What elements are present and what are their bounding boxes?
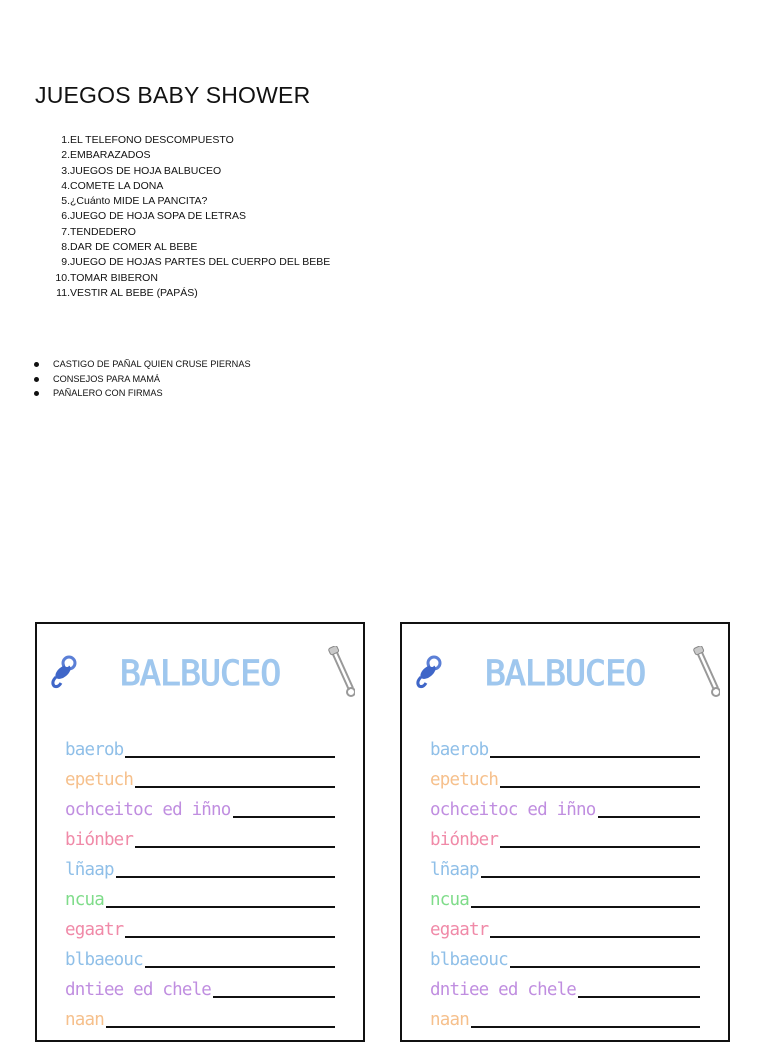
list-item-number: 10.	[55, 271, 70, 284]
scrambled-word: blbaeouc	[430, 950, 508, 970]
answer-line	[135, 846, 335, 848]
answer-line	[490, 756, 700, 758]
word-row	[65, 734, 335, 764]
list-item-text: EMBARAZADOS	[70, 149, 151, 162]
list-item-number: 8.	[61, 241, 70, 254]
scrambled-word: naan	[65, 1010, 104, 1030]
word-row	[430, 974, 700, 1004]
answer-line	[598, 816, 700, 818]
word-row	[65, 974, 335, 1004]
word-list	[430, 734, 700, 1034]
list-item-number: 6.	[61, 210, 70, 223]
answer-line	[500, 846, 700, 848]
answer-line	[578, 996, 700, 998]
balbuceo-card	[35, 622, 365, 1042]
scrambled-word: epetuch	[430, 770, 499, 790]
answer-line	[213, 996, 335, 998]
list-item	[34, 286, 198, 301]
scrambled-word: ochceitoc ed iñno	[65, 800, 231, 820]
list-item	[34, 240, 198, 255]
scrambled-word: epetuch	[65, 770, 134, 790]
list-item	[34, 194, 208, 209]
list-item	[34, 255, 331, 270]
list-item-text: EL TELEFONO DESCOMPUESTO	[70, 134, 234, 146]
scrambled-word: baerob	[430, 740, 489, 760]
word-row	[65, 824, 335, 854]
answer-line	[125, 936, 335, 938]
word-row	[430, 734, 700, 764]
word-row	[65, 944, 335, 974]
list-item-number: 9.	[61, 256, 70, 269]
list-item-text: JUEGOS DE HOJA BALBUCEO	[70, 164, 222, 177]
bullet-item-text: CONSEJOS PARA MAMÁ	[53, 373, 161, 384]
list-item-text: VESTIR AL BEBE (PAPÁS)	[70, 286, 198, 299]
scrambled-word: baerob	[65, 740, 124, 760]
scrambled-word: biónber	[430, 830, 499, 850]
answer-line	[106, 1026, 335, 1028]
scrambled-word: ochceitoc ed iñno	[430, 800, 596, 820]
page-title: JUEGOS BABY SHOWER	[35, 82, 311, 108]
bullet-item-text: PAÑALERO CON FIRMAS	[53, 388, 163, 398]
games-list	[34, 133, 331, 301]
scrambled-word: dntiee ed chele	[430, 980, 577, 1000]
list-item-number: 2.	[61, 149, 70, 162]
word-row	[430, 884, 700, 914]
answer-line	[490, 936, 700, 938]
bullet-icon	[34, 377, 39, 382]
list-item-text: TOMAR BIBERON	[70, 271, 158, 284]
list-item-text: DAR DE COMER AL BEBE	[70, 241, 198, 254]
scrambled-word: blbaeouc	[65, 950, 143, 970]
scrambled-word: lñaap	[65, 860, 114, 880]
list-item-number: 3.	[61, 164, 70, 177]
word-row	[65, 1004, 335, 1034]
answer-line	[106, 906, 335, 908]
scrambled-word: biónber	[65, 830, 134, 850]
scrambled-word: egaatr	[65, 920, 124, 940]
word-row	[430, 794, 700, 824]
list-item	[34, 164, 222, 179]
list-item-text: JUEGO DE HOJA SOPA DE LETRAS	[70, 210, 247, 223]
answer-line	[471, 1026, 700, 1028]
list-item	[34, 209, 247, 224]
list-item	[34, 133, 234, 148]
safety-pin-icon	[692, 646, 720, 698]
word-row	[430, 824, 700, 854]
list-item-text: TENDEDERO	[70, 225, 136, 238]
list-item-number: 1.	[61, 134, 70, 146]
answer-line	[135, 786, 335, 788]
scrambled-word: ncua	[430, 890, 469, 910]
word-row	[430, 914, 700, 944]
answer-line	[116, 876, 335, 878]
list-item-text: JUEGO DE HOJAS PARTES DEL CUERPO DEL BEBE	[70, 256, 331, 269]
list-item	[34, 179, 164, 194]
bullet-icon	[34, 362, 39, 367]
scrambled-word: naan	[430, 1010, 469, 1030]
safety-pin-icon	[327, 646, 355, 698]
answer-line	[510, 966, 700, 968]
list-item-text: COMETE LA DONA	[70, 179, 164, 192]
answer-line	[145, 966, 335, 968]
scrambled-word: dntiee ed chele	[65, 980, 212, 1000]
list-item	[34, 225, 136, 240]
card-title: BALBUCEO	[119, 654, 281, 694]
answer-line	[471, 906, 700, 908]
list-item-text: ¿Cuánto MIDE LA PANCITA?	[70, 195, 208, 208]
answer-line	[500, 786, 700, 788]
word-row	[430, 944, 700, 974]
word-row	[65, 794, 335, 824]
word-row	[65, 884, 335, 914]
word-row	[430, 854, 700, 884]
answer-line	[481, 876, 700, 878]
answer-line	[125, 756, 335, 758]
balbuceo-card	[400, 622, 730, 1042]
list-item-number: 11.	[56, 286, 70, 299]
bullet-icon	[34, 391, 39, 396]
card-title: BALBUCEO	[484, 654, 646, 694]
list-item-number: 4.	[61, 179, 70, 192]
bullet-item-text: CASTIGO DE PAÑAL QUIEN CRUSE PIERNAS	[53, 359, 251, 369]
list-item	[34, 271, 158, 286]
answer-line	[233, 816, 335, 818]
word-row	[430, 764, 700, 794]
list-item	[34, 148, 151, 163]
scrambled-word: egaatr	[430, 920, 489, 940]
word-row	[65, 854, 335, 884]
scrambled-word: lñaap	[430, 860, 479, 880]
word-row	[430, 1004, 700, 1034]
word-row	[65, 914, 335, 944]
word-list	[65, 734, 335, 1034]
scrambled-word: ncua	[65, 890, 104, 910]
list-item-number: 5.	[61, 195, 70, 208]
list-item-number: 7.	[61, 225, 70, 238]
word-row	[65, 764, 335, 794]
